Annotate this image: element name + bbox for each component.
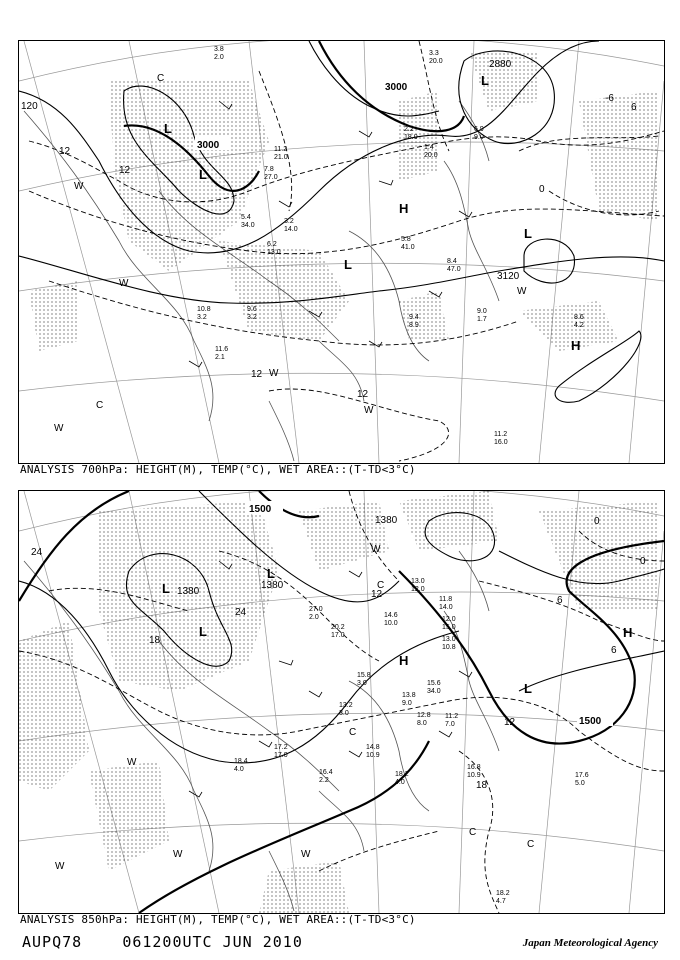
contour-label: 2880 (489, 59, 512, 70)
station-dewpoint-depression: 12.0 (411, 586, 425, 593)
station-dewpoint-depression: 8.0 (417, 720, 427, 727)
cold-center: C (96, 400, 104, 411)
station-temp: 9.4 (409, 314, 419, 321)
warm-center: W (127, 757, 137, 768)
station-dewpoint-depression: 14.0 (284, 226, 298, 233)
station-dewpoint-depression: 34.0 (427, 688, 441, 695)
contour-label: 0 (539, 184, 545, 195)
station-dewpoint-depression: 21.0 (274, 154, 288, 161)
station-dewpoint-depression: 4.2 (574, 322, 584, 329)
contour-label: 12 (59, 146, 71, 157)
station-temp: 13.2 (339, 702, 353, 709)
station-dewpoint-depression: 18.0 (404, 134, 418, 141)
station-dewpoint-depression: 10.9 (467, 772, 481, 779)
station-temp: 6.9 (474, 126, 484, 133)
warm-center: W (301, 849, 311, 860)
cold-center: C (377, 580, 385, 591)
contour-label: 1500 (249, 504, 272, 515)
contour-label: 12 (371, 589, 383, 600)
station-temp: 5.4 (241, 214, 251, 221)
contour-label: 24 (31, 547, 43, 558)
station-temp: 13.0 (442, 636, 456, 643)
station-dewpoint-depression: 2.0 (214, 54, 224, 61)
agency-name: Japan Meteorological Agency (522, 937, 658, 949)
station-dewpoint-depression: 20.0 (429, 58, 443, 65)
station-temp: 1.4 (424, 144, 434, 151)
station-temp: 10.8 (197, 306, 211, 313)
station-temp: 13.8 (402, 692, 416, 699)
chart-850hpa (18, 490, 665, 914)
station-temp: 2.2 (404, 126, 414, 133)
contour-label: 3000 (385, 82, 408, 93)
station-temp: 8.6 (574, 314, 584, 321)
contour-label: 120 (21, 101, 38, 112)
station-dewpoint-depression: 3.0 (357, 680, 367, 687)
station-dewpoint-depression: 34.0 (241, 222, 255, 229)
station-dewpoint-depression: 2.0 (309, 614, 319, 621)
station-temp: 16.8 (467, 764, 481, 771)
contour-label: 1380 (375, 515, 398, 526)
contour-label: 12 (357, 389, 369, 400)
station-temp: 20.2 (331, 624, 345, 631)
cold-center: C (527, 839, 535, 850)
high-center: H (571, 338, 581, 353)
station-dewpoint-depression: 2.2 (319, 777, 329, 784)
chart-700hpa (18, 40, 665, 464)
station-temp: 13.0 (411, 578, 425, 585)
contour-label: 0 (594, 516, 600, 527)
station-dewpoint-depression: 1.7 (477, 316, 487, 323)
contour-label: 18 (149, 635, 161, 646)
station-dewpoint-depression: 14.0 (439, 604, 453, 611)
chart-identifier (22, 933, 303, 951)
station-temp: 27.0 (309, 606, 323, 613)
contour-label: 6 (557, 595, 563, 606)
chart-code: AUPQ78 (22, 933, 83, 951)
low-center: L (164, 121, 172, 136)
station-plots (234, 578, 589, 905)
station-temp: 14.8 (366, 744, 380, 751)
station-dewpoint-depression: 41.0 (401, 244, 415, 251)
station-temp: 3.3 (429, 50, 439, 57)
station-temp: 12.0 (442, 616, 456, 623)
low-center: L (344, 257, 352, 272)
low-center: L (481, 73, 489, 88)
station-temp: 12.8 (417, 712, 431, 719)
cold-center: C (469, 827, 477, 838)
station-dewpoint-depression: 47.0 (447, 266, 461, 273)
station-temp: 11.8 (439, 596, 453, 603)
station-dewpoint-depression: 20.0 (424, 152, 438, 159)
low-center: L (199, 167, 207, 182)
station-dewpoint-depression: 10.0 (384, 620, 398, 627)
contour-label: 12 (504, 717, 516, 728)
station-dewpoint-depression: 3.0 (339, 710, 349, 717)
low-center: L (199, 624, 207, 639)
station-dewpoint-depression: 17.0 (274, 752, 288, 759)
station-dewpoint-depression: 13.0 (267, 249, 281, 256)
station-temp: 5.8 (401, 236, 411, 243)
station-dewpoint-depression: 7.0 (445, 721, 455, 728)
station-temp: 14.6 (384, 612, 398, 619)
warm-center: W (74, 181, 84, 192)
station-temp: 11.2 (445, 713, 459, 720)
high-center: H (399, 201, 409, 216)
contour-label: 0 (640, 556, 646, 567)
station-temp: 8.4 (447, 258, 457, 265)
cold-center: C (157, 73, 165, 84)
warm-center: W (54, 423, 64, 434)
contour-label: 6 (611, 645, 617, 656)
station-temp: 15.6 (427, 680, 441, 687)
contour-label: 3120 (497, 271, 520, 282)
station-dewpoint-depression: 10.8 (442, 644, 456, 651)
station-dewpoint-depression: 3.2 (197, 314, 207, 321)
contour-label: 18 (476, 780, 488, 791)
station-dewpoint-depression: 4.0 (234, 766, 244, 773)
warm-center: W (517, 286, 527, 297)
map-850hpa (19, 491, 664, 913)
station-temp: 11.2 (274, 146, 288, 153)
station-temp: 18.2 (395, 771, 409, 778)
contour-label: 1380 (177, 586, 200, 597)
station-dewpoint-depression: 4.7 (496, 898, 506, 905)
low-center: L (524, 681, 532, 696)
warm-center: W (371, 544, 381, 555)
high-center: H (399, 653, 409, 668)
station-temp: 17.2 (274, 744, 288, 751)
station-dewpoint-depression: 2.1 (215, 354, 225, 361)
station-dewpoint-depression: 5.0 (575, 780, 585, 787)
station-temp: 18.2 (496, 890, 510, 897)
caption-850hpa: ANALYSIS 850hPa: HEIGHT(M), TEMP(°C), WET AREA::(T-TD<3°C) (20, 913, 416, 926)
station-dewpoint-depression: 3.2 (247, 314, 257, 321)
station-temp: 11.2 (494, 431, 508, 438)
station-temp: 9.6 (247, 306, 257, 313)
warm-center: W (269, 368, 279, 379)
contour-label: 1380 (261, 580, 284, 591)
contour-label: 12 (251, 369, 263, 380)
station-dewpoint-depression: 27.0 (264, 174, 278, 181)
caption-700hpa: ANALYSIS 700hPa: HEIGHT(M), TEMP(°C), WET AREA::(T-TD<3°C) (20, 463, 416, 476)
low-center: L (267, 566, 275, 581)
station-temp: 3.2 (284, 218, 294, 225)
warm-center: W (55, 861, 65, 872)
station-dewpoint-depression: 10.9 (366, 752, 380, 759)
station-dewpoint-depression: 16.0 (494, 439, 508, 446)
station-dewpoint-depression: 4.0 (395, 779, 405, 786)
contour-label: 6 (631, 102, 637, 113)
station-dewpoint-depression: 15.0 (442, 624, 456, 631)
station-temp: 3.8 (214, 46, 224, 53)
warm-center: W (364, 405, 374, 416)
map-700hpa (19, 41, 664, 463)
station-temp: 18.4 (234, 758, 248, 765)
low-center: L (524, 226, 532, 241)
station-temp: 15.8 (357, 672, 371, 679)
station-temp: 17.6 (575, 772, 589, 779)
station-dewpoint-depression: 8.9 (409, 322, 419, 329)
cold-center: C (349, 727, 357, 738)
contour-label: 12 (119, 165, 131, 176)
contour-label: 24 (235, 607, 247, 618)
warm-center: W (119, 278, 129, 289)
station-temp: 6.2 (267, 241, 277, 248)
station-dewpoint-depression: 9.0 (402, 700, 412, 707)
chart-datetime: 061200UTC JUN 2010 (122, 933, 303, 951)
contour-label: -6 (605, 93, 614, 104)
station-temp: 9.0 (477, 308, 487, 315)
station-temp: 7.8 (264, 166, 274, 173)
station-dewpoint-depression: 17.0 (331, 632, 345, 639)
station-dewpoint-depression: 9.0 (474, 134, 484, 141)
contour-label: 1500 (579, 716, 602, 727)
warm-center: W (173, 849, 183, 860)
station-temp: 11.6 (215, 346, 229, 353)
high-center: H (623, 625, 633, 640)
station-temp: 16.4 (319, 769, 333, 776)
low-center: L (162, 581, 170, 596)
contour-label: 3000 (197, 140, 220, 151)
